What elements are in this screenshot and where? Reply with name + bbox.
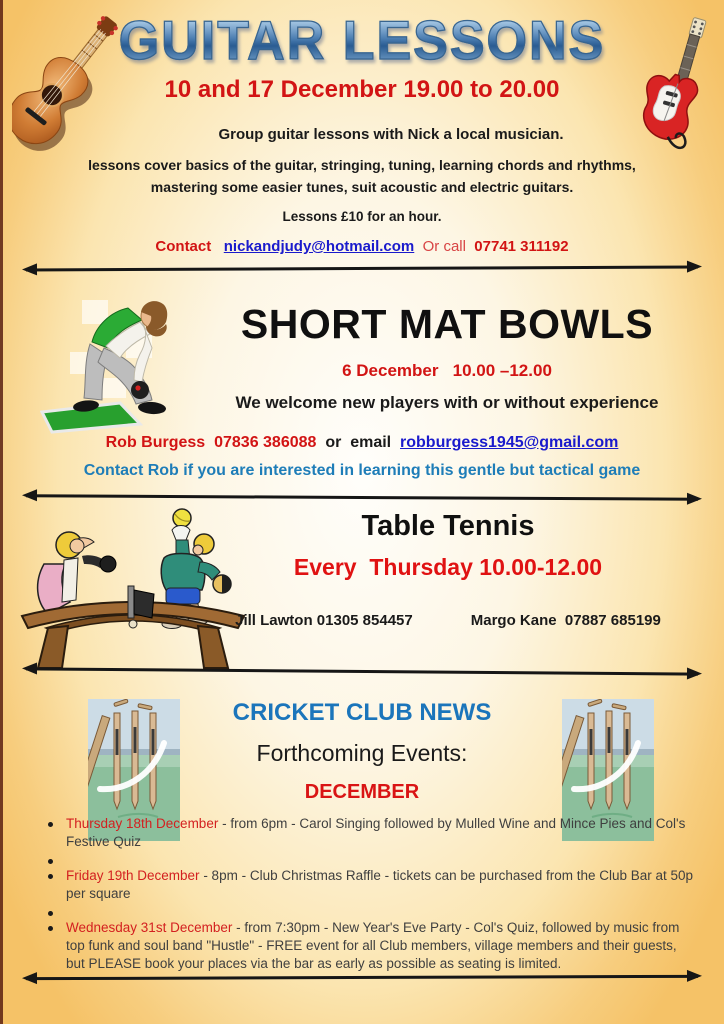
guitar-or-call-label: Or call [422,238,466,255]
bowls-headings [170,300,724,413]
table-tennis-contacts [172,612,724,629]
table-tennis-title: Table Tennis [361,510,535,542]
table-tennis-schedule: Every Thursday 10.00-12.00 [293,554,603,580]
bottom-divider-arrow [26,975,698,980]
guitar-intro-line: Group guitar lessons with Nick a local musician. [218,126,564,143]
table-tennis-headings [172,508,724,629]
cricket-event-item [44,904,694,918]
bowls-or-email-label: or email [316,434,401,451]
cricket-title: CRICKET CLUB NEWS [232,699,492,726]
section-divider-arrow [26,667,698,675]
cricket-subtitle: Forthcoming Events: [256,740,468,766]
bowls-email-link[interactable]: robburgess1945@gmail.com [400,434,619,451]
event-date: Friday 19th December [66,868,200,883]
event-text: - 8pm - Club Christmas Raffle - tickets can be purchased from the Club Bar at 50p per square [66,868,697,901]
cricket-event-item [44,815,694,851]
bowls-contact-line [0,434,724,452]
guitar-title [0,12,724,70]
event-date: Thursday 18th December [66,816,219,831]
guitar-title-text: GUITAR LESSONS [118,10,606,72]
event-date: Wednesday 31st December [66,920,233,935]
table-tennis-contact-1: Jill Lawton 01305 854457 [235,612,413,629]
guitar-body-line2: mastering some easier tunes, suit acoustic and electric guitars. [150,179,574,195]
guitar-date-line: 10 and 17 December 19.00 to 20.00 [164,76,560,103]
guitar-price-line: Lessons £10 for an hour. [282,209,442,224]
cricket-events-list [44,815,697,973]
guitar-phone: 07741 311192 [474,238,569,255]
guitar-email-link[interactable]: nickandjudy@hotmail.com [223,238,415,255]
bowls-note-line: Contact Rob if you are interested in learning this gentle but tactical game [83,462,641,479]
bowls-title: SHORT MAT BOWLS [240,301,654,347]
cricket-section [0,700,724,974]
cricket-event-item [44,867,697,903]
guitar-section [0,12,724,255]
guitar-body-line1: lessons cover basics of the guitar, stringing, tuning, learning chords and rhythms, [88,157,636,173]
bowls-date-line: 6 December 10.00 –12.00 [342,361,552,380]
guitar-contact-label: Contact [155,238,212,255]
section-divider-arrow [26,266,698,272]
table-tennis-contact-2: Margo Kane 07887 685199 [470,612,661,629]
cricket-month-heading: DECEMBER [304,781,420,803]
guitar-contact-line [0,238,724,255]
bowls-welcome-line: We welcome new players with or without experience [235,393,659,412]
table-tennis-section [0,508,724,629]
event-text: - from 7:30pm - New Year's Eve Party - Col's Quiz, followed by music from top funk and soul band "Hustle" - FREE event for all Club members, village members and their guests, but PLEASE book your places via the bar as early as possible as seating is limited. [66,920,684,971]
cricket-event-item [44,919,694,973]
bowls-contact-name: Rob Burgess [105,434,206,451]
bowls-phone: 07836 386088 [214,434,317,451]
bowls-section [0,300,724,480]
cricket-event-item [44,852,694,866]
guitar-body-text [0,154,724,198]
event-text: - from 6pm - Carol Singing followed by Mulled Wine and Mince Pies and Col's Festive Quiz [66,816,690,849]
